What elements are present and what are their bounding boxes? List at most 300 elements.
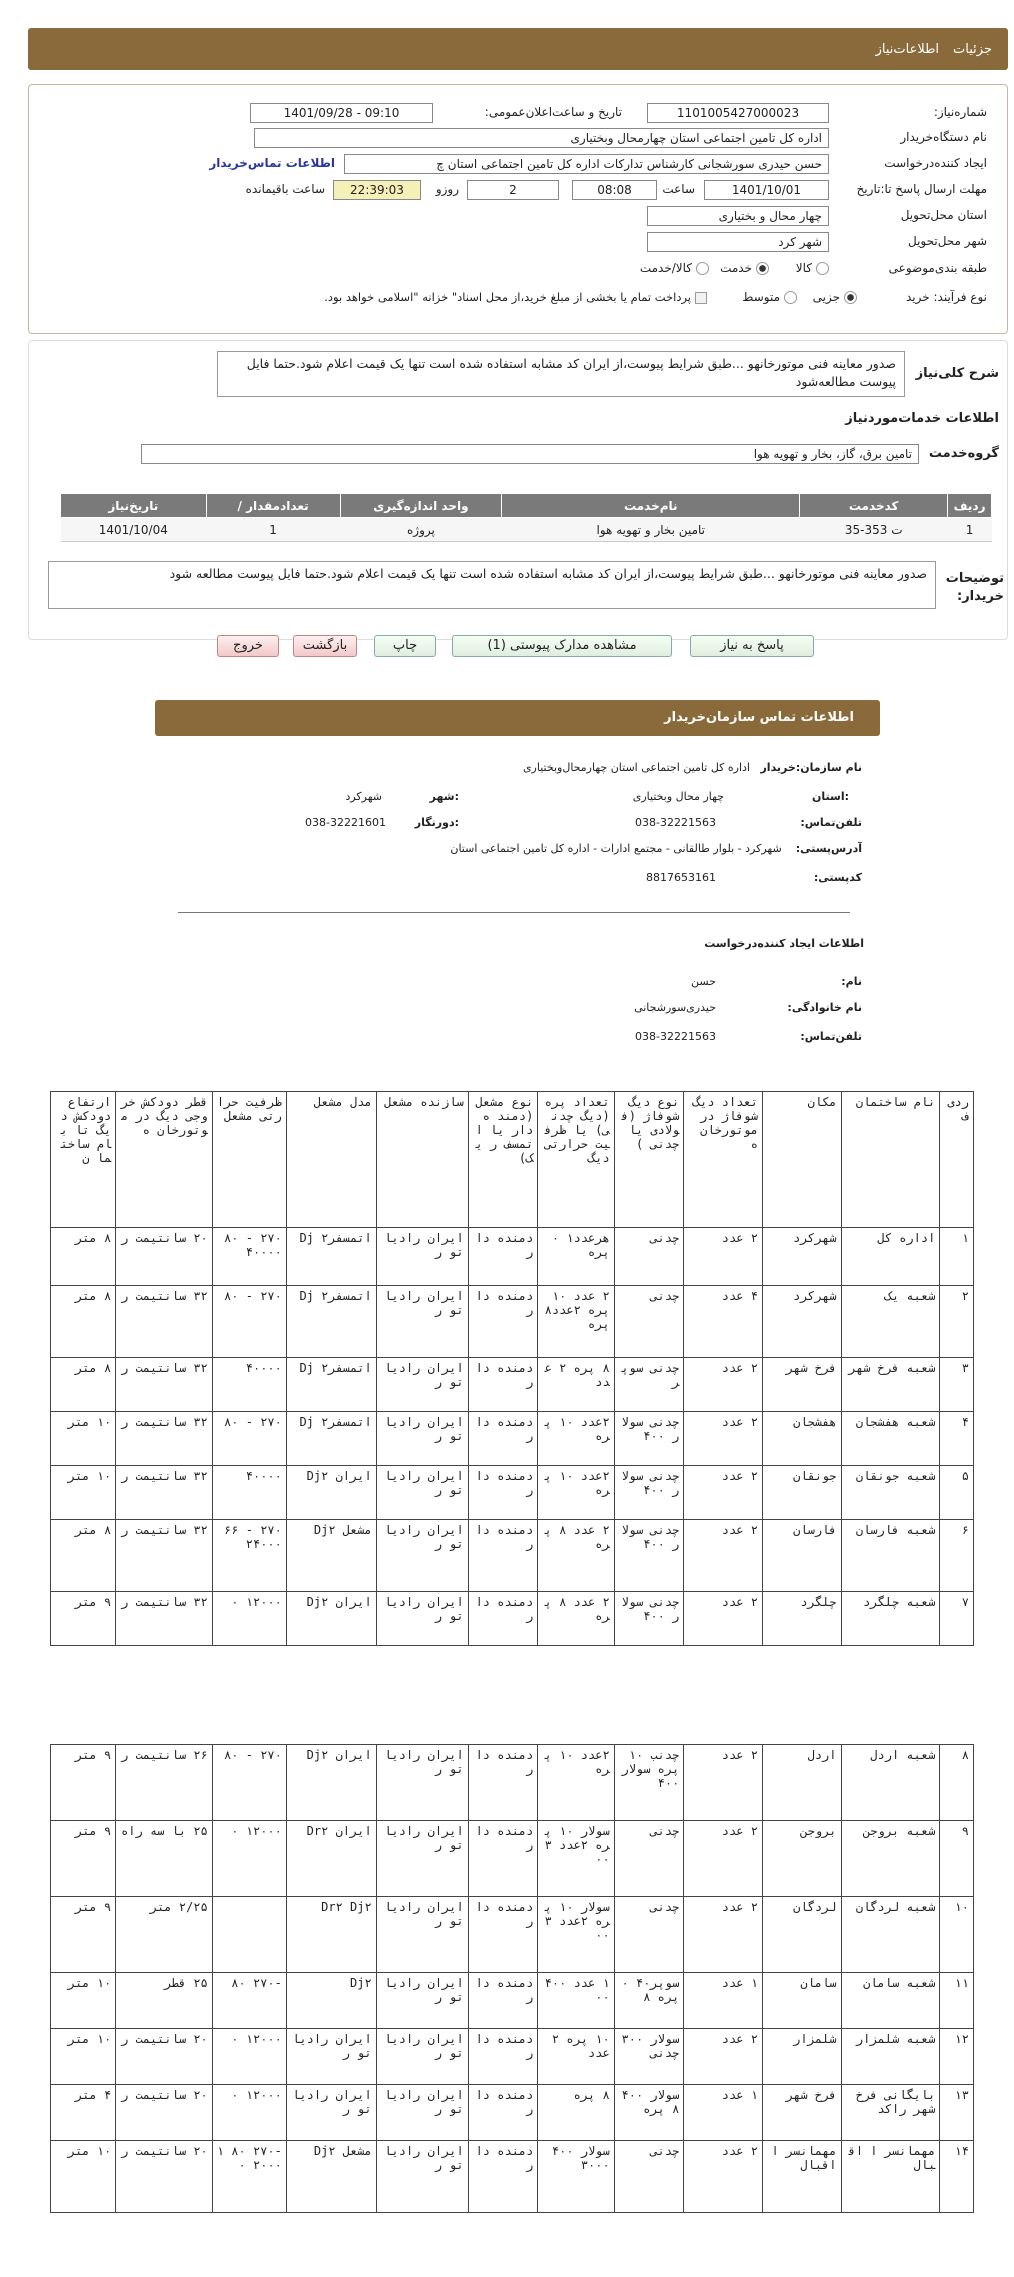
column-header: قطر دودکش خروجی دیگ در موتورخان ه <box>116 1092 213 1228</box>
table-cell: ایران Dj۲ <box>286 1745 376 1821</box>
table-cell: دمنده دار <box>468 1228 538 1286</box>
table-cell: ۲۰ سانتیمت ر <box>116 2029 213 2085</box>
table-cell: ۳۲ سانتیمت ر <box>116 1592 213 1646</box>
table-cell: ۹ متر <box>51 1821 116 1897</box>
phone2-label-text: تلفن‌تماس: <box>800 1030 862 1043</box>
table-cell: دمنده دار <box>468 2029 538 2085</box>
group-label: گروه‌خدمت <box>928 446 999 461</box>
table-cell: دمنده دار <box>468 2085 538 2141</box>
table-cell: سولار ۳۰۰ چدنی <box>614 2029 684 2085</box>
th-name: نام‌خدمت <box>502 494 800 518</box>
summary-label: شرح کلی‌نیاز <box>915 366 999 381</box>
table-cell: دمنده دار <box>468 1745 538 1821</box>
process-partial[interactable] <box>813 290 857 304</box>
column-header: ارتفاع دودکش دیگ تا بام ساختما ن <box>51 1092 116 1228</box>
table-row <box>51 1973 974 2029</box>
table-cell: ۲ عدد ۱۰ پره ۲عدد۸ پره <box>538 1286 614 1358</box>
buyer-org-field: اداره کل تامین اجتماعی استان چهارمحال وبختیاری <box>254 128 829 148</box>
table-cell: ایران رادیاتو ر <box>376 1973 468 2029</box>
table-cell: ایران رادیاتو ر <box>376 1520 468 1592</box>
table-cell: چلگرد <box>762 1592 841 1646</box>
payment-note-text: پرداخت تمام یا بخشی از مبلغ خرید،از محل اسناد" خزانه "اسلامی خواهد بود. <box>324 290 691 304</box>
radio-icon[interactable] <box>696 262 709 275</box>
table-cell: شعبه فارسان <box>841 1520 940 1592</box>
table-cell: ایران رادیاتو ر <box>376 2141 468 2213</box>
breadcrumb-need-info[interactable]: اطلاعات‌نیاز <box>875 41 940 57</box>
days-label: روزو <box>435 182 459 196</box>
table-cell: چدنی سولار ۴۰۰ <box>614 1466 684 1520</box>
table-cell: ایران رادیاتو ر <box>376 1745 468 1821</box>
cell-unit: پروژه <box>340 518 502 542</box>
reply-button[interactable]: پاسخ به نیاز <box>690 635 814 657</box>
print-button[interactable]: چاپ <box>374 635 436 657</box>
postal-label-text: کدپستی: <box>813 871 862 884</box>
creator-phone: 038-32221563 <box>635 1030 716 1043</box>
contact-phone-label <box>800 816 862 829</box>
table-cell: ایران Dr۲ <box>286 1821 376 1897</box>
contact-city-label <box>430 790 459 803</box>
buyer-notes-label: توضیحات خریدار: <box>945 571 1004 604</box>
boiler-table-2 <box>50 1744 974 2213</box>
creator-name-label <box>841 975 862 988</box>
deadline-label: مهلت ارسال پاسخ تا:تاریخ <box>856 182 987 196</box>
creator-family-label <box>787 1001 862 1014</box>
table-cell: اتمسفرDj ۲ <box>286 1358 376 1412</box>
contact-province: چهار محال وبختیاری <box>632 790 724 803</box>
table-cell: مهمانسر ا اقبال <box>762 2141 841 2213</box>
table-cell: مهمانسر ا اقبال <box>841 2141 940 2213</box>
column-header: نوع مشعل (دمند ه دار یا اتمسف ر یک) <box>468 1092 538 1228</box>
table-cell: شعبه بروجن <box>841 1821 940 1897</box>
table-cell: ۸ متر <box>51 1358 116 1412</box>
cell-name: تامین بخار و تهویه هوا <box>502 518 800 542</box>
table-cell: چدنی <box>614 1228 684 1286</box>
table-cell: ۹ <box>940 1821 974 1897</box>
table-row <box>51 1821 974 1897</box>
table-cell: دمنده دار <box>468 1897 538 1973</box>
table-cell: اتمسفرDj ۲ <box>286 1412 376 1466</box>
table-cell: ۲ عدد <box>684 1358 763 1412</box>
checkbox-icon[interactable] <box>695 292 707 304</box>
creator-phone-label <box>800 1030 862 1043</box>
table-cell: لردگان <box>762 1897 841 1973</box>
cell-code: ت 353-35 <box>800 518 948 542</box>
cell-row: 1 <box>948 518 992 542</box>
address-value: شهرکرد - بلوار طالقانی - مجتمع ادارات - اداره کل تامین اجتماعی استان <box>450 842 782 855</box>
table-cell: ۲ عدد <box>684 1520 763 1592</box>
table-cell: هفشجان <box>762 1412 841 1466</box>
contact-fax-label <box>415 816 459 829</box>
table-cell: اتمسفرDj ۲ <box>286 1286 376 1358</box>
table-cell: چدنی سوپر <box>614 1358 684 1412</box>
table-cell: ۲ عدد <box>684 1897 763 1973</box>
table-cell: ۲۰ سانتیمت ر <box>116 2085 213 2141</box>
table-cell: چدنی <box>614 1821 684 1897</box>
table-cell: ۲۷۰ - ۸۰ ۴۰۰۰۰ <box>212 1228 286 1286</box>
column-header: نام ساختمان <box>841 1092 940 1228</box>
buyer-notes-text: صدور معاینه فنی موتورخانهو ...طبق شرایط پیوست،از ایران کد مشابه استفاده شده است تنها یک قیمت اعلام شود.حتما فایل پیوست مطالعه شود <box>48 561 936 609</box>
cell-date: 1401/10/04 <box>61 518 207 542</box>
table-cell: دمنده دار <box>468 1412 538 1466</box>
radio-icon[interactable] <box>784 291 797 304</box>
table-cell: ۱ عدد ۴۰۰۰۰ <box>538 1973 614 2029</box>
table-cell: ۹ متر <box>51 1745 116 1821</box>
table-cell: دمنده دار <box>468 1520 538 1592</box>
city-field: شهر کرد <box>647 232 829 252</box>
services-title: اطلاعات خدمات‌موردنیاز <box>845 411 999 426</box>
table-cell: ۸ متر <box>51 1520 116 1592</box>
partial-label: جزیی <box>812 290 840 304</box>
table-cell: ایران رادیاتو ر <box>286 2029 376 2085</box>
table-cell: دمنده دار <box>468 1358 538 1412</box>
table-cell: ۱۰ متر <box>51 2141 116 2213</box>
table-cell: ۸ متر <box>51 1286 116 1358</box>
table-cell: سولار ۴۰۰ ۳۰۰۰ <box>538 2141 614 2213</box>
creator-field: حسن حیدری سورشجانی کارشناس تدارکات اداره کل تامین اجتماعی استان چ <box>344 154 829 174</box>
table-cell: ۲۵ با سه راه <box>116 1821 213 1897</box>
table-cell: شهرکرد <box>762 1286 841 1358</box>
table-row <box>51 1358 974 1412</box>
exit-button[interactable]: خروج <box>217 635 279 657</box>
table-cell: Dj۲ <box>286 1973 376 2029</box>
cell-qty: 1 <box>206 518 340 542</box>
table-row <box>51 1466 974 1520</box>
table-cell: شعبه سامان <box>841 1973 940 2029</box>
table-row <box>51 2029 974 2085</box>
back-button[interactable]: بازگشت <box>293 635 357 657</box>
table-cell: ایران رادیاتو ر <box>376 1286 468 1358</box>
table-cell: ۲عدد ۱۰ پره <box>538 1466 614 1520</box>
table-cell: سولار ۴۰۰ ۸ پره <box>614 2085 684 2141</box>
need-number-field: 1101005427000023 <box>647 103 829 123</box>
province-label: استان محل‌تحویل <box>900 208 987 222</box>
process-medium[interactable] <box>742 290 797 304</box>
column-header: ظرفیت حرارتی مشعل <box>212 1092 286 1228</box>
radio-selected-icon[interactable] <box>844 291 857 304</box>
table-cell: ۲ عدد ۸ پره <box>538 1520 614 1592</box>
top-bar <box>28 28 1008 70</box>
table-cell: Dr۲ Dj۲ <box>286 1897 376 1973</box>
both-label: کالا/خدمت <box>639 261 692 275</box>
buyer-contact-link[interactable]: اطلاعات تماس‌خریدار <box>209 156 335 170</box>
table-cell: ایران رادیاتو ر <box>376 1821 468 1897</box>
table-cell: ایران رادیاتو ر <box>286 2085 376 2141</box>
buyer-org-label: نام دستگاه‌خریدار <box>900 130 987 144</box>
table-cell: ۲ عدد <box>684 1592 763 1646</box>
table-cell: دمنده دار <box>468 1286 538 1358</box>
remaining-time-field: 22:39:03 <box>333 180 421 200</box>
table-cell: -۲۷۰ ۸۰ ۱۲۰۰۰ ۰ <box>212 2141 286 2213</box>
table-cell: مشعل Dj۲ <box>286 2141 376 2213</box>
creator-label: ایجاد کننده‌درخواست <box>884 156 987 170</box>
table-cell: شعبه اردل <box>841 1745 940 1821</box>
creator-info-title: اطلاعات ایجاد کننده‌درخواست <box>704 937 864 950</box>
table-cell: ۲۰ سانتیمت ر <box>116 1228 213 1286</box>
table-cell: شعبه فرخ شهر <box>841 1358 940 1412</box>
table-cell: ایران رادیاتو ر <box>376 1897 468 1973</box>
table-cell: ۱۰ <box>940 1897 974 1973</box>
need-info-panel <box>28 84 1008 334</box>
payment-note[interactable] <box>324 290 707 304</box>
table-cell: دمنده دار <box>468 1973 538 2029</box>
summary-text: صدور معاینه فنی موتورخانهو ...طبق شرایط پیوست،از ایران کد مشابه استفاده شده است تنها یک قیمت اعلام شود.حتما فایل پیوست مطالعه‌شود <box>217 351 905 397</box>
fax-label-text: :دورنگار <box>414 816 459 829</box>
days-field: 2 <box>467 180 559 200</box>
table-row <box>51 1897 974 1973</box>
contact-province-label <box>812 790 849 803</box>
services-table <box>60 493 992 542</box>
address-label-text: آدرس‌پستی: <box>795 842 862 855</box>
table-cell: فرخ شهر <box>762 1358 841 1412</box>
table-cell: ایران رادیاتو ر <box>376 1412 468 1466</box>
table-cell: ۹ متر <box>51 1897 116 1973</box>
group-field: تامین برق، گاز، بخار و تهویه هوا <box>141 444 919 464</box>
contact-city: شهرکرد <box>345 790 382 803</box>
table-cell: جونقان <box>762 1466 841 1520</box>
table-cell: ۳۲ سانتیمت ر <box>116 1286 213 1358</box>
boiler-table-1 <box>50 1091 974 1646</box>
table-cell: ۴۰۰۰۰ <box>212 1358 286 1412</box>
table-cell: ۹ متر <box>51 1592 116 1646</box>
table-cell: ۲ عدد <box>684 1412 763 1466</box>
table-cell: چدنی <box>614 1286 684 1358</box>
table-cell: ایران رادیاتو ر <box>376 1228 468 1286</box>
announce-label: تاریخ و ساعت‌اعلان‌عمومی: <box>484 105 622 119</box>
table-cell: اتمسفرDj ۲ <box>286 1228 376 1286</box>
contact-phone: 038-32221563 <box>635 816 716 829</box>
table-cell: -۲۷۰ ۸۰ <box>212 1973 286 2029</box>
table-cell: ۸ پره ۲ عدد <box>538 1358 614 1412</box>
breadcrumb-details[interactable]: جزئیات <box>953 41 992 57</box>
table-row <box>51 1745 974 1821</box>
column-header: سازنده مشعل <box>376 1092 468 1228</box>
table-cell: اردل <box>762 1745 841 1821</box>
name-label-text: نام: <box>841 975 862 988</box>
table-cell: سولار ۱۰ پره ۲عدد ۳۰۰ <box>538 1821 614 1897</box>
table-cell: ۱۴ <box>940 2141 974 2213</box>
goods-label: کالا <box>795 261 812 275</box>
category-goods[interactable] <box>796 261 829 275</box>
table-cell: اداره کل <box>841 1228 940 1286</box>
table-cell: ۲ عدد <box>684 1228 763 1286</box>
province-label-text: :استان <box>812 790 849 803</box>
table-cell: ۲۵ قطر <box>116 1973 213 2029</box>
table-cell: ۲ عدد ۸ پره <box>538 1592 614 1646</box>
table-cell: ۸ پره <box>538 2085 614 2141</box>
city-label: شهر محل‌تحویل <box>908 234 987 248</box>
table-cell: ایران رادیاتو ر <box>376 2085 468 2141</box>
table-cell: ۲۶ سانتیمت ر <box>116 1745 213 1821</box>
table-cell: ۱۲۰۰۰ ۰ <box>212 2085 286 2141</box>
table-cell: ۱۰ پره ۲ عدد <box>538 2029 614 2085</box>
table-row <box>61 518 992 542</box>
table-cell: شعبه یک <box>841 1286 940 1358</box>
table-cell: ۳۲ سانتیمت ر <box>116 1412 213 1466</box>
table-cell: ۱۳ <box>940 2085 974 2141</box>
th-qty: تعداد‌مقدار / <box>206 494 340 518</box>
table-cell: ۴۰۰۰۰ <box>212 1466 286 1520</box>
table-cell: ۴ عدد <box>684 1286 763 1358</box>
table-cell: دمنده دار <box>468 2141 538 2213</box>
table-cell: دمنده دار <box>468 1592 538 1646</box>
th-code: کدخدمت <box>800 494 948 518</box>
table-cell: ۶ <box>940 1520 974 1592</box>
column-header: ردی ف <box>940 1092 974 1228</box>
table-cell: ۳ <box>940 1358 974 1412</box>
remaining-label: ساعت باقیمانده <box>245 182 325 196</box>
table-cell: ۲ <box>940 1286 974 1358</box>
table-cell: ۱۲۰۰۰ ۰ <box>212 2029 286 2085</box>
org-value: اداره کل تامین اجتماعی استان چهارمحال‌وبختیاری <box>522 761 750 774</box>
table-cell: ایران رادیاتو ر <box>376 2029 468 2085</box>
contact-header: اطلاعات تماس سازمان‌خریدار <box>155 700 880 736</box>
table-cell: ایران رادیاتو ر <box>376 1592 468 1646</box>
table-cell: ۲عدد ۱۰ پره <box>538 1412 614 1466</box>
creator-name: حسن <box>691 975 716 988</box>
table-cell: ۵ <box>940 1466 974 1520</box>
table-row <box>51 1228 974 1286</box>
family-label-text: نام خانوادگی: <box>787 1001 862 1014</box>
table-cell: چدنب ۱۰ پره سولار ۴۰۰ <box>614 1745 684 1821</box>
column-header: نوع دیگ شوفاژ (فولادی یا چدنی ) <box>614 1092 684 1228</box>
table-cell: ۲عدد ۱۰ پره <box>538 1745 614 1821</box>
category-both[interactable] <box>640 261 709 275</box>
column-header: تعداد پره (دیگ چدنی) یا ظرفیت حرارتی دیگ <box>538 1092 614 1228</box>
table-cell: چدنی سولار ۴۰۰ <box>614 1412 684 1466</box>
table-header-row <box>51 1092 974 1228</box>
table-row <box>51 1520 974 1592</box>
table-row <box>51 1412 974 1466</box>
th-date: تاریخ‌نیاز <box>61 494 207 518</box>
table-cell: ۱۱ <box>940 1973 974 2029</box>
table-row <box>51 1286 974 1358</box>
medium-label: متوسط <box>742 290 780 304</box>
table-cell: فارسان <box>762 1520 841 1592</box>
table-cell: ۱۲۰۰۰ ۰ <box>212 1592 286 1646</box>
table-cell: ۴ <box>940 1412 974 1466</box>
table-cell: سوپر۴۰ ۰ پره ۸ <box>614 1973 684 2029</box>
table-cell: سولار ۱۰ پره ۲عدد ۳۰۰ <box>538 1897 614 1973</box>
table-cell: ۳۲ سانتیمت ر <box>116 1466 213 1520</box>
contact-fax: 038-32221601 <box>305 816 386 829</box>
table-cell: چدنی سولار ۴۰۰ <box>614 1592 684 1646</box>
table-cell: ۷ <box>940 1592 974 1646</box>
table-cell: ۳۲ سانتیمت ر <box>116 1358 213 1412</box>
table-cell: ۱ عدد <box>684 2085 763 2141</box>
table-cell: ۲۷۰ - ۸۰ <box>212 1286 286 1358</box>
contact-postal-label <box>814 871 862 884</box>
table-cell: ایران Dj۲ <box>286 1466 376 1520</box>
table-cell: ۴ متر <box>51 2085 116 2141</box>
contact-postal: 8817653161 <box>646 871 716 884</box>
table-cell: شعبه هفشجان <box>841 1412 940 1466</box>
deadline-time-field: 08:08 <box>572 180 657 200</box>
table-cell: شعبه لردگان <box>841 1897 940 1973</box>
table-cell <box>212 1897 286 1973</box>
table-cell: شلمزار <box>762 2029 841 2085</box>
table-cell: هرعدد۱ ۰ پره <box>538 1228 614 1286</box>
table-row <box>51 2141 974 2213</box>
th-unit: واحد اندازه‌گیری <box>340 494 502 518</box>
table-row <box>51 2085 974 2141</box>
th-row: ردیف <box>948 494 992 518</box>
table-cell: ایران رادیاتو ر <box>376 1466 468 1520</box>
table-cell: ۱۲۰۰۰ ۰ <box>212 1821 286 1897</box>
table-cell: چدنی سولار ۴۰۰ <box>614 1520 684 1592</box>
table-cell: دمنده دار <box>468 1466 538 1520</box>
need-number-label: شماره‌نیاز: <box>933 105 987 119</box>
table-cell: ایران رادیاتو ر <box>376 1358 468 1412</box>
table-cell: دمنده دار <box>468 1821 538 1897</box>
column-header: مکان <box>762 1092 841 1228</box>
table-cell: چدنی <box>614 2141 684 2213</box>
table-cell: چدنی <box>614 1897 684 1973</box>
deadline-date-field: 1401/10/01 <box>704 180 829 200</box>
contact-address <box>450 842 862 855</box>
table-cell: ۱۲ <box>940 2029 974 2085</box>
table-cell: ۱۰ متر <box>51 1466 116 1520</box>
process-label: نوع فرآیند: خرید <box>906 290 987 304</box>
table-cell: بروجن <box>762 1821 841 1897</box>
table-cell: فرخ شهر <box>762 2085 841 2141</box>
table-cell: بایگانی فرخ شهر راکد <box>841 2085 940 2141</box>
city-label-text: :شهر <box>429 790 459 803</box>
table-cell: ۱۰ متر <box>51 1973 116 2029</box>
table-cell: ۳۲ سانتیمت ر <box>116 1520 213 1592</box>
service-label: خدمت <box>720 261 752 275</box>
table-cell: مشعل Dj۲ <box>286 1520 376 1592</box>
announce-field: 1401/09/28 - 09:10 <box>250 103 433 123</box>
contact-org <box>523 761 862 774</box>
table-row <box>51 1592 974 1646</box>
table-cell: سامان <box>762 1973 841 2029</box>
radio-icon[interactable] <box>816 262 829 275</box>
table-cell: ۲۰ سانتیمت ر <box>116 2141 213 2213</box>
column-header: مدل مشعل <box>286 1092 376 1228</box>
category-label: طبقه بندی‌موضوعی <box>888 261 987 275</box>
attachments-button[interactable]: مشاهده مدارک پیوستی (1) <box>452 635 672 657</box>
table-cell: شعبه شلمزار <box>841 2029 940 2085</box>
table-cell: ۸ <box>940 1745 974 1821</box>
table-cell: ۲ عدد <box>684 2141 763 2213</box>
divider <box>178 912 850 913</box>
table-cell: شعبه جونقان <box>841 1466 940 1520</box>
table-cell: ۲۷۰ - ۸۰ <box>212 1745 286 1821</box>
table-cell: ۱ عدد <box>684 1973 763 2029</box>
table-cell: شهرکرد <box>762 1228 841 1286</box>
table-cell: ایران Dj۲ <box>286 1592 376 1646</box>
phone-label-text: تلفن‌تماس: <box>800 816 862 829</box>
table-cell: ۲ عدد <box>684 1745 763 1821</box>
table-cell: شعبه چلگرد <box>841 1592 940 1646</box>
category-service[interactable] <box>720 261 769 275</box>
creator-family: حیدری‌سورشجانی <box>634 1001 716 1014</box>
table-cell: ۲۷۰ - ۸۰ <box>212 1412 286 1466</box>
table-cell: ۲۷۰ - ۶۶ ۲۴۰۰۰ <box>212 1520 286 1592</box>
radio-selected-icon[interactable] <box>756 262 769 275</box>
province-field: چهار محال و بختیاری <box>647 206 829 226</box>
table-cell: ۲ عدد <box>684 2029 763 2085</box>
table-cell: ۱۰ متر <box>51 1412 116 1466</box>
time-label: ساعت <box>662 182 695 196</box>
table-cell: ۲ عدد <box>684 1466 763 1520</box>
table-cell: ۱۰ متر <box>51 2029 116 2085</box>
column-header: تعداد دیگ شوفاژ در موتورخان ه <box>684 1092 763 1228</box>
table-cell: ۲/۲۵ متر <box>116 1897 213 1973</box>
table-cell: ۲ عدد <box>684 1821 763 1897</box>
org-label: نام سازمان‌:خریدار <box>760 761 862 774</box>
table-cell: ۱ <box>940 1228 974 1286</box>
